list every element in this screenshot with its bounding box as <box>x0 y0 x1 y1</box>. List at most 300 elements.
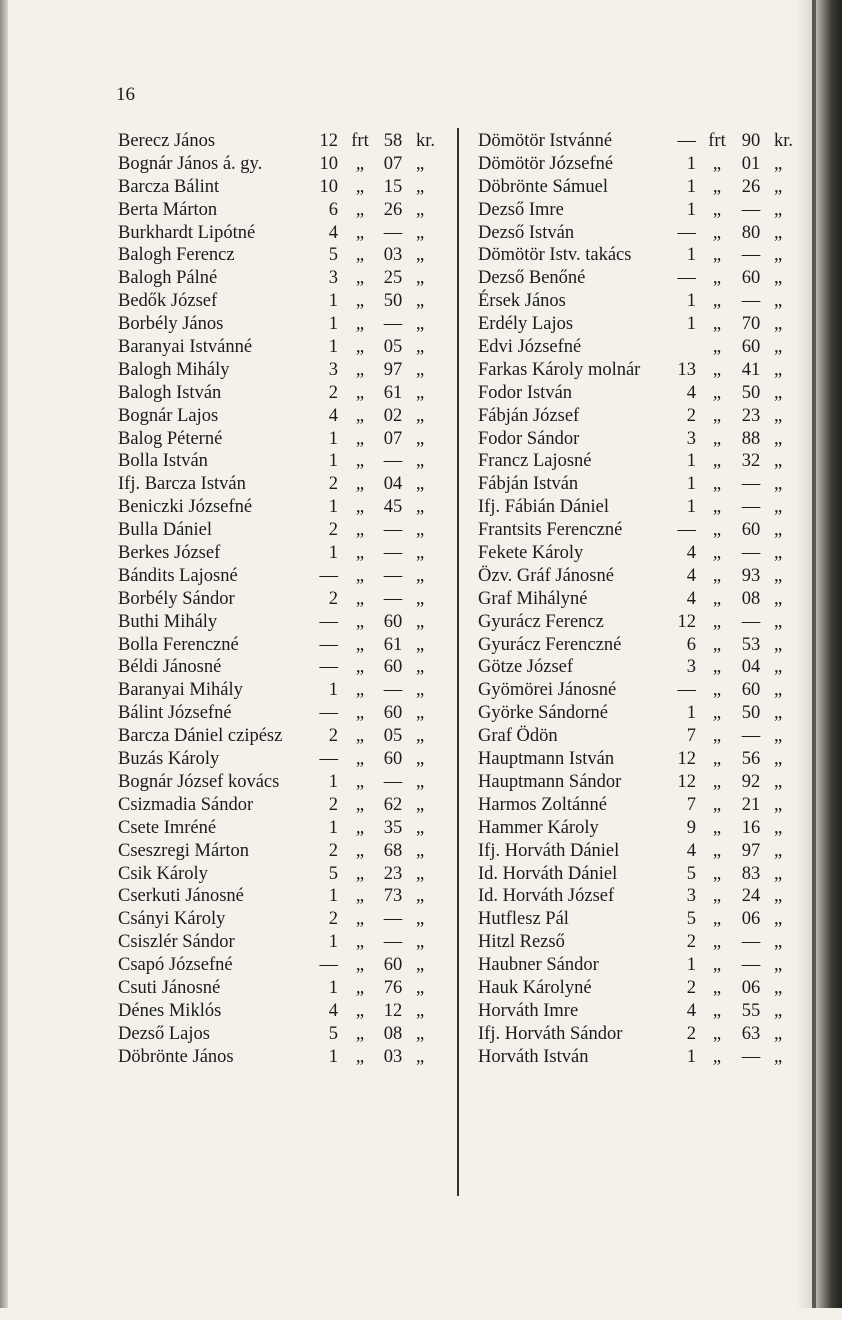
donor-name: Dömötör Józsefné <box>478 153 614 174</box>
amount-krajcar: 63 <box>741 1023 761 1044</box>
unit-ditto: „ <box>774 657 783 678</box>
unit-ditto: „ <box>774 520 783 541</box>
donor-name: Döbrönte Sámuel <box>478 176 608 197</box>
amount-krajcar: 50 <box>741 703 761 724</box>
amount-krajcar: 73 <box>383 886 403 907</box>
amount-krajcar: 01 <box>741 153 761 174</box>
currency-ditto: „ <box>712 245 722 266</box>
amount-forint: 1 <box>686 703 696 724</box>
amount-forint: 1 <box>328 291 338 312</box>
unit-ditto: „ <box>416 176 425 197</box>
currency-ditto: „ <box>355 794 365 815</box>
donor-row <box>118 931 448 954</box>
unit-ditto: „ <box>774 726 783 747</box>
amount-forint: — <box>319 611 338 632</box>
currency-ditto: „ <box>355 726 365 747</box>
donor-row <box>118 313 448 336</box>
donor-row <box>478 359 800 382</box>
amount-krajcar: 56 <box>741 749 761 770</box>
donor-row <box>478 702 800 725</box>
currency-ditto: „ <box>355 222 365 243</box>
donor-name: Baranyai Istvánné <box>118 337 253 358</box>
amount-krajcar: — <box>383 451 403 472</box>
amount-forint: 1 <box>686 497 696 518</box>
unit-ditto: „ <box>774 703 783 724</box>
currency-ditto: „ <box>355 977 365 998</box>
unit-ditto: „ <box>774 863 783 884</box>
currency-ditto: „ <box>712 634 722 655</box>
amount-krajcar: 41 <box>741 359 761 380</box>
donor-row <box>118 153 448 176</box>
currency-ditto: „ <box>712 314 722 335</box>
donor-row <box>478 885 800 908</box>
unit-ditto: „ <box>774 405 783 426</box>
donor-row <box>478 1000 800 1023</box>
donor-name: Buzás Károly <box>118 749 220 770</box>
amount-forint: 5 <box>328 1023 338 1044</box>
donor-row <box>118 405 448 428</box>
amount-krajcar: 06 <box>741 977 761 998</box>
donor-row <box>118 519 448 542</box>
donor-row <box>478 336 800 359</box>
donor-name: Bognár János á. gy. <box>118 153 263 174</box>
amount-forint: 1 <box>686 955 696 976</box>
amount-krajcar: 08 <box>383 1023 403 1044</box>
donor-row <box>478 611 800 634</box>
currency-ditto: „ <box>712 794 722 815</box>
donor-name: Barcza Dániel czipész <box>118 726 283 747</box>
currency-ditto: „ <box>712 657 722 678</box>
amount-forint: 5 <box>686 909 696 930</box>
amount-forint: 1 <box>686 176 696 197</box>
amount-forint: 4 <box>328 222 338 243</box>
amount-forint: 3 <box>328 268 338 289</box>
donor-row <box>118 496 448 519</box>
unit-ditto: „ <box>416 474 425 495</box>
donor-name: Hauk Károlyné <box>478 977 592 998</box>
unit-ditto: „ <box>416 1046 425 1067</box>
amount-krajcar: 32 <box>741 451 761 472</box>
unit-ditto: „ <box>774 382 783 403</box>
currency-ditto: „ <box>712 1023 722 1044</box>
unit-ditto: „ <box>416 337 425 358</box>
donor-row <box>118 542 448 565</box>
unit-ditto: „ <box>416 405 425 426</box>
donor-row <box>118 588 448 611</box>
amount-krajcar: — <box>741 955 761 976</box>
amount-krajcar: — <box>383 222 403 243</box>
currency-ditto: „ <box>712 977 722 998</box>
donor-row <box>118 840 448 863</box>
unit-ditto: „ <box>416 977 425 998</box>
amount-forint: 2 <box>686 977 696 998</box>
donor-name: Erdély Lajos <box>478 314 574 335</box>
currency-ditto: „ <box>355 680 365 701</box>
amount-krajcar: 50 <box>741 382 761 403</box>
amount-krajcar: 53 <box>741 634 761 655</box>
amount-forint: — <box>677 520 696 541</box>
amount-forint: 1 <box>328 451 338 472</box>
donor-row <box>118 863 448 886</box>
currency-ditto: „ <box>355 428 365 449</box>
currency-ditto: „ <box>355 245 365 266</box>
unit-ditto: „ <box>774 909 783 930</box>
donor-row <box>118 450 448 473</box>
amount-krajcar: — <box>383 932 403 953</box>
left-column <box>118 130 448 1320</box>
amount-krajcar: 60 <box>383 749 403 770</box>
unit-ditto: „ <box>774 1046 783 1067</box>
amount-forint: 1 <box>686 474 696 495</box>
amount-forint: 2 <box>686 932 696 953</box>
currency-ditto: „ <box>712 863 722 884</box>
currency-ditto: „ <box>712 840 722 861</box>
amount-krajcar: — <box>741 245 761 266</box>
unit-ditto: „ <box>774 451 783 472</box>
amount-krajcar: 23 <box>741 405 761 426</box>
amount-krajcar: 50 <box>383 291 403 312</box>
donor-row <box>118 130 448 153</box>
amount-krajcar: — <box>741 1046 761 1067</box>
unit-ditto: „ <box>774 955 783 976</box>
donor-name: Csányi Károly <box>118 909 226 930</box>
donor-row <box>118 244 448 267</box>
donor-name: Fábján József <box>478 405 580 426</box>
amount-krajcar: 60 <box>741 520 761 541</box>
donor-name: Buthi Mihály <box>118 611 218 632</box>
unit-ditto: „ <box>416 222 425 243</box>
donor-name: Fekete Károly <box>478 543 584 564</box>
donor-row <box>118 1000 448 1023</box>
amount-forint: 1 <box>328 680 338 701</box>
donor-row <box>478 405 800 428</box>
amount-forint: — <box>319 565 338 586</box>
amount-krajcar: 24 <box>741 886 761 907</box>
currency-ditto: „ <box>355 703 365 724</box>
unit-ditto: „ <box>416 726 425 747</box>
amount-forint: 1 <box>686 199 696 220</box>
donor-row <box>478 954 800 977</box>
donor-name: Baranyai Mihály <box>118 680 243 701</box>
unit-ditto: „ <box>416 588 425 609</box>
unit-ditto: „ <box>416 886 425 907</box>
amount-forint: 1 <box>328 428 338 449</box>
currency-ditto: „ <box>712 153 722 174</box>
amount-forint: 7 <box>686 794 696 815</box>
right-column <box>478 130 800 1320</box>
amount-krajcar: 12 <box>383 1000 403 1021</box>
donor-name: Ifj. Horváth Sándor <box>478 1023 623 1044</box>
donor-row <box>478 588 800 611</box>
amount-krajcar: 97 <box>383 359 403 380</box>
amount-krajcar: — <box>383 520 403 541</box>
amount-forint: 2 <box>328 840 338 861</box>
amount-forint: 3 <box>686 886 696 907</box>
unit-ditto: „ <box>416 863 425 884</box>
amount-krajcar: — <box>741 543 761 564</box>
currency-ditto: „ <box>355 314 365 335</box>
amount-krajcar: 02 <box>383 405 403 426</box>
unit-ditto: „ <box>416 428 425 449</box>
amount-krajcar: 60 <box>741 268 761 289</box>
donor-name: Berkes József <box>118 543 221 564</box>
currency-ditto: „ <box>712 359 722 380</box>
unit-ditto: „ <box>774 245 783 266</box>
unit-ditto: „ <box>416 932 425 953</box>
amount-krajcar: 62 <box>383 794 403 815</box>
amount-krajcar: 97 <box>741 840 761 861</box>
amount-krajcar: 16 <box>741 817 761 838</box>
currency-ditto: „ <box>355 1023 365 1044</box>
amount-forint: 2 <box>328 794 338 815</box>
currency-ditto: „ <box>712 955 722 976</box>
unit-ditto: „ <box>416 1000 425 1021</box>
amount-forint: — <box>677 680 696 701</box>
amount-forint: 3 <box>686 428 696 449</box>
donor-row <box>478 542 800 565</box>
amount-forint: 2 <box>328 909 338 930</box>
donor-row <box>478 1046 800 1069</box>
amount-krajcar: 03 <box>383 245 403 266</box>
donor-name: Cseszregi Márton <box>118 840 250 861</box>
amount-forint: 4 <box>686 1000 696 1021</box>
donor-row <box>118 176 448 199</box>
currency-ditto: „ <box>355 634 365 655</box>
amount-forint: — <box>319 657 338 678</box>
unit-ditto: „ <box>774 153 783 174</box>
amount-krajcar: — <box>741 291 761 312</box>
unit-ditto: „ <box>774 680 783 701</box>
currency-ditto: „ <box>712 886 722 907</box>
donor-name: Bognár József kovács <box>118 771 280 792</box>
donor-row <box>478 679 800 702</box>
unit-ditto: „ <box>416 291 425 312</box>
donor-name: Borbély Sándor <box>118 588 235 609</box>
amount-krajcar: 04 <box>383 474 403 495</box>
amount-krajcar: — <box>383 588 403 609</box>
donor-row <box>478 863 800 886</box>
amount-krajcar: 07 <box>383 428 403 449</box>
currency-ditto: „ <box>712 611 722 632</box>
donor-name: Berecz János <box>118 131 216 151</box>
amount-forint: 4 <box>686 543 696 564</box>
amount-forint: — <box>319 703 338 724</box>
amount-forint: 1 <box>328 932 338 953</box>
donor-row <box>478 473 800 496</box>
donor-row <box>478 840 800 863</box>
amount-krajcar: 04 <box>741 657 761 678</box>
unit-ditto: „ <box>416 520 425 541</box>
amount-forint: 4 <box>686 565 696 586</box>
donor-row <box>118 908 448 931</box>
unit-ditto: „ <box>774 886 783 907</box>
currency-ditto: „ <box>712 222 722 243</box>
donor-name: Götze József <box>478 657 574 678</box>
donor-name: Dezső István <box>478 222 575 243</box>
currency-ditto: „ <box>712 497 722 518</box>
donor-row <box>478 977 800 1000</box>
donor-name: Balogh Ferencz <box>118 245 235 266</box>
amount-forint: — <box>677 131 696 151</box>
donor-name: Gyurácz Ferencz <box>478 611 604 632</box>
amount-krajcar: 68 <box>383 840 403 861</box>
donor-row <box>118 336 448 359</box>
amount-forint: — <box>319 955 338 976</box>
column-divider <box>457 128 459 1196</box>
amount-forint: 2 <box>328 474 338 495</box>
currency-ditto: „ <box>355 405 365 426</box>
amount-forint: 1 <box>328 817 338 838</box>
amount-forint: 4 <box>686 382 696 403</box>
amount-forint: — <box>677 268 696 289</box>
currency-ditto: „ <box>712 543 722 564</box>
donor-name: Györke Sándorné <box>478 703 608 724</box>
currency-ditto: „ <box>355 359 365 380</box>
currency-ditto: „ <box>712 405 722 426</box>
amount-forint: 2 <box>686 405 696 426</box>
unit-ditto: „ <box>774 314 783 335</box>
amount-krajcar: — <box>741 199 761 220</box>
donor-name: Burkhardt Lipótné <box>118 222 256 243</box>
unit-ditto: „ <box>416 382 425 403</box>
currency-ditto: „ <box>712 909 722 930</box>
amount-forint: 1 <box>686 153 696 174</box>
donor-name: Hauptmann István <box>478 749 615 770</box>
amount-krajcar: 61 <box>383 634 403 655</box>
donor-row <box>118 1023 448 1046</box>
unit-ditto: „ <box>774 222 783 243</box>
donor-row <box>478 267 800 290</box>
donor-row <box>118 1046 448 1069</box>
amount-krajcar: — <box>383 771 403 792</box>
currency-ditto: „ <box>355 199 365 220</box>
amount-krajcar: — <box>383 680 403 701</box>
currency-ditto: „ <box>712 1046 722 1067</box>
amount-forint: 12 <box>319 131 338 151</box>
page-number: 16 <box>116 84 135 105</box>
unit-ditto: „ <box>774 611 783 632</box>
donor-row <box>118 428 448 451</box>
currency-ditto: „ <box>355 451 365 472</box>
amount-forint: 1 <box>328 497 338 518</box>
donor-name: Balogh Pálné <box>118 268 218 289</box>
currency-ditto: „ <box>712 1000 722 1021</box>
donor-row <box>118 634 448 657</box>
amount-krajcar: — <box>383 565 403 586</box>
donor-row <box>118 382 448 405</box>
currency-ditto: „ <box>712 291 722 312</box>
unit-ditto: „ <box>774 771 783 792</box>
donor-row <box>118 359 448 382</box>
unit-ditto: „ <box>774 543 783 564</box>
donor-name: Frantsits Ferenczné <box>478 520 623 541</box>
donor-name: Id. Horváth József <box>478 886 615 907</box>
unit-ditto: „ <box>416 817 425 838</box>
amount-krajcar: 93 <box>741 565 761 586</box>
currency-ditto: „ <box>355 817 365 838</box>
amount-krajcar: — <box>741 726 761 747</box>
unit-ditto: „ <box>774 1023 783 1044</box>
unit-ditto: „ <box>416 451 425 472</box>
donor-name: Berta Márton <box>118 199 218 220</box>
amount-krajcar: — <box>741 474 761 495</box>
amount-forint: 1 <box>328 337 338 358</box>
donor-row <box>478 817 800 840</box>
amount-forint: 1 <box>686 314 696 335</box>
unit-ditto: „ <box>416 771 425 792</box>
donor-name: Gyurácz Ferenczné <box>478 634 622 655</box>
donor-name: Fodor Sándor <box>478 428 580 449</box>
currency-ditto: „ <box>355 176 365 197</box>
currency-ditto: „ <box>712 199 722 220</box>
amount-forint: 12 <box>677 771 696 792</box>
currency-ditto: „ <box>355 291 365 312</box>
currency-ditto: „ <box>712 817 722 838</box>
unit-ditto: „ <box>774 817 783 838</box>
donor-name: Bedők József <box>118 291 218 312</box>
amount-forint: 12 <box>677 749 696 770</box>
donor-name: Id. Horváth Dániel <box>478 863 618 884</box>
donor-name: Balogh Mihály <box>118 359 230 380</box>
unit-ditto: „ <box>416 565 425 586</box>
currency-ditto: „ <box>355 565 365 586</box>
donor-row <box>118 656 448 679</box>
donor-name: Dömötör Istvánné <box>478 131 613 151</box>
currency-ditto: „ <box>355 909 365 930</box>
currency-ditto: „ <box>712 703 722 724</box>
currency-ditto: „ <box>355 153 365 174</box>
donor-row <box>478 130 800 153</box>
amount-forint: — <box>319 634 338 655</box>
amount-forint: 2 <box>328 588 338 609</box>
donor-row <box>478 634 800 657</box>
amount-krajcar: 05 <box>383 337 403 358</box>
unit-ditto: „ <box>416 703 425 724</box>
amount-forint: 5 <box>686 863 696 884</box>
currency-ditto: „ <box>355 543 365 564</box>
currency-ditto: „ <box>355 886 365 907</box>
unit-ditto: „ <box>416 909 425 930</box>
amount-forint: 1 <box>686 291 696 312</box>
unit-ditto: „ <box>416 634 425 655</box>
unit-ditto: „ <box>416 749 425 770</box>
unit-ditto: „ <box>416 543 425 564</box>
unit-ditto: „ <box>416 359 425 380</box>
donor-name: Hauptmann Sándor <box>478 771 622 792</box>
unit-ditto: „ <box>774 794 783 815</box>
donor-row <box>118 885 448 908</box>
donor-row <box>478 931 800 954</box>
donor-name: Fábján István <box>478 474 579 495</box>
donor-row <box>478 244 800 267</box>
donor-name: Haubner Sándor <box>478 955 599 976</box>
amount-krajcar: 15 <box>383 176 403 197</box>
amount-krajcar: 06 <box>741 909 761 930</box>
donor-row <box>478 771 800 794</box>
amount-krajcar: 21 <box>741 794 761 815</box>
donor-name: Cserkuti Jánosné <box>118 886 244 907</box>
donor-name: Balogh István <box>118 382 222 403</box>
unit-ditto: „ <box>774 428 783 449</box>
donor-name: Csik Károly <box>118 863 208 884</box>
currency-ditto: „ <box>355 337 365 358</box>
unit-ditto: „ <box>416 153 425 174</box>
donor-name: Barcza Bálint <box>118 176 220 197</box>
donor-name: Balog Péterné <box>118 428 223 449</box>
unit-ditto: „ <box>774 1000 783 1021</box>
donor-name: Horváth Imre <box>478 1000 579 1021</box>
amount-krajcar: 05 <box>383 726 403 747</box>
